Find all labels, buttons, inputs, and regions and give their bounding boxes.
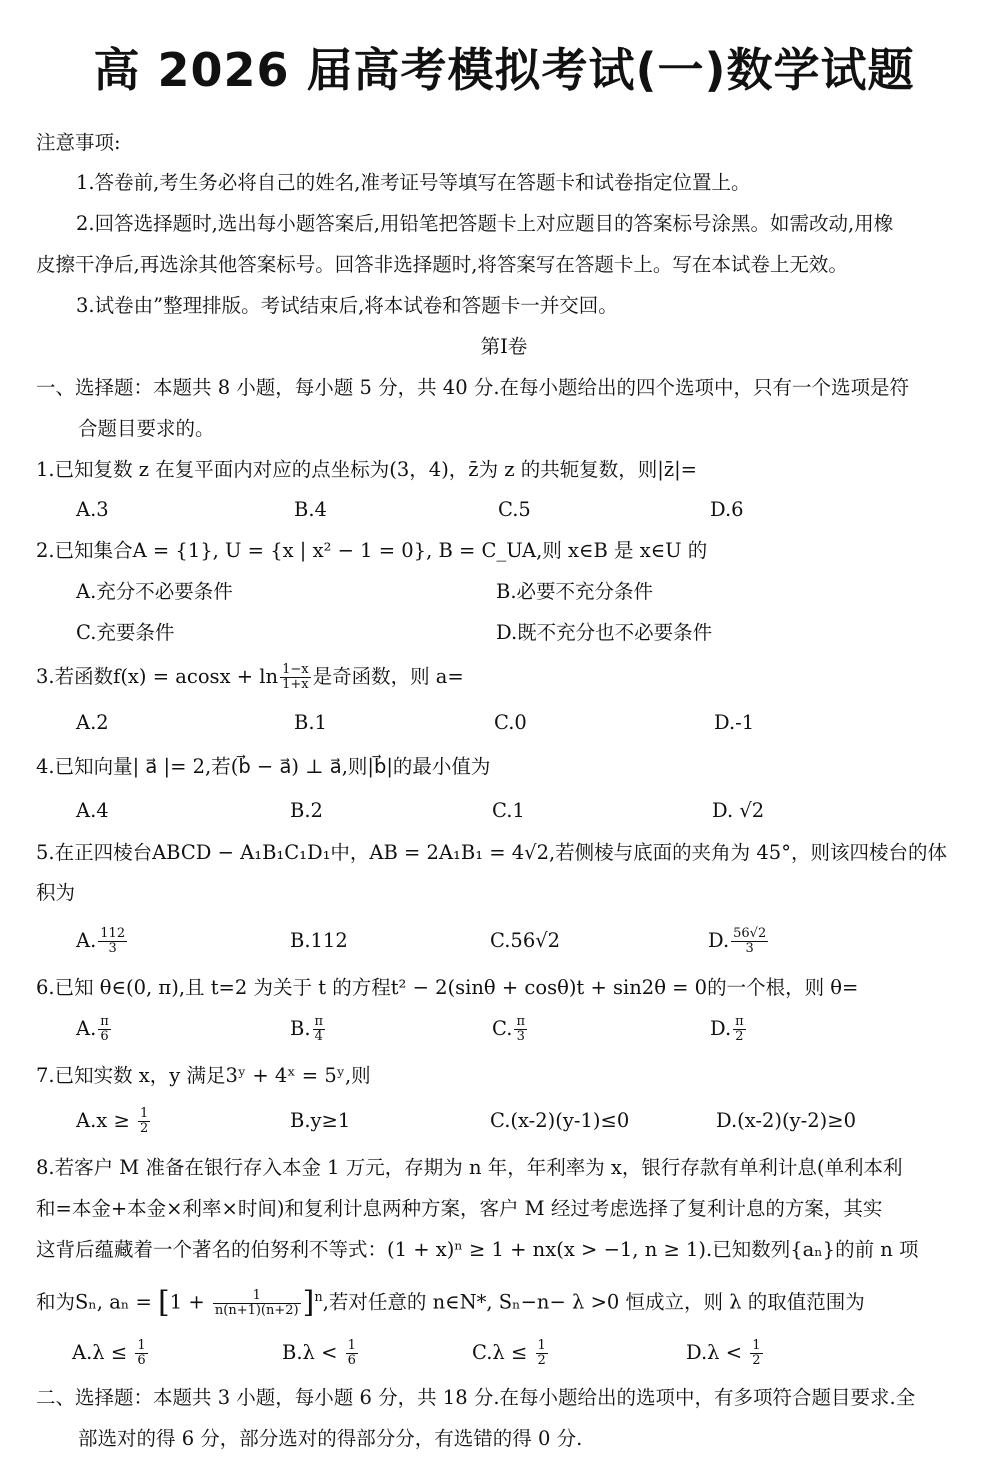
- q8-line4: 和为Sₙ, aₙ = [1 + $\frac{1}{n(n+1)(n+2)}$ ]$^n$,若对任意的 n∈N*, Sₙ−n− λ >0 恒成立，则 λ 的取值范围为: [36, 1285, 865, 1320]
- q7-option-a-num: 1: [140, 1106, 149, 1121]
- q3-option-d: D.-1: [714, 711, 755, 734]
- q2-option-a: A.充分不必要条件: [76, 580, 233, 603]
- q8-option-d-den: 2: [752, 1353, 761, 1368]
- q8-line4-a: 和为Sₙ, aₙ =: [36, 1290, 158, 1314]
- q6-option-a-den: 6: [100, 1029, 109, 1044]
- q1-option-a: A.3: [76, 498, 109, 521]
- q5-stem-line2: 积为: [36, 881, 76, 904]
- q8-line2: 和=本金+本金×利率×时间)和复利计息两种方案，客户 M 经过考虑选择了复利计息的方案，其实: [36, 1197, 883, 1220]
- q8-option-b-num: 1: [347, 1338, 356, 1353]
- q8-option-a-frac: [135, 1339, 147, 1368]
- q8-line4-num: 1: [213, 1289, 301, 1304]
- q6-option-c-num: π: [516, 1014, 525, 1029]
- section1-line2: 合题目要求的。: [78, 417, 215, 440]
- q3-option-a: A.2: [76, 711, 109, 734]
- q8-option-a-den: 6: [137, 1353, 146, 1368]
- q5-option-a-num: 112: [100, 926, 126, 941]
- q8-option-c-frac: [536, 1339, 548, 1368]
- q8-option-a: [72, 1338, 150, 1368]
- q6-option-b-frac: [313, 1015, 326, 1044]
- q8-exponent: n: [314, 1290, 323, 1305]
- q6-stem: 6.已知 θ∈(0, π),且 t=2 为关于 t 的方程t² − 2(sinθ + cosθ)t + sin2θ = 0的一个根，则 θ=: [36, 976, 859, 999]
- q5-option-d-num: 56√2: [733, 926, 767, 941]
- q6-option-a-frac: [98, 1015, 111, 1044]
- q6-option-c-label: C.: [492, 1017, 513, 1040]
- q8-option-d-num: 1: [752, 1338, 761, 1353]
- q8-bracket-open: [: [158, 1285, 170, 1320]
- q6-option-c-den: 3: [516, 1029, 525, 1044]
- notice-heading: 注意事项:: [36, 131, 121, 154]
- q8-option-b-label: B.λ <: [282, 1341, 344, 1364]
- q7-option-c: C.(x-2)(y-1)≤0: [490, 1109, 630, 1132]
- q4-option-b: B.2: [290, 799, 323, 822]
- q5-stem-line1: 5.在正四棱台ABCD − A₁B₁C₁D₁中，AB = 2A₁B₁ = 4√2,若侧棱与底面的夹角为 45°，则该四棱台的体: [36, 841, 947, 864]
- q8-option-b-den: 6: [347, 1353, 356, 1368]
- q5-option-d-frac: [731, 927, 768, 956]
- q4-option-a: A.4: [76, 799, 109, 822]
- q4-option-d: D. √2: [712, 799, 765, 822]
- q8-option-a-label: A.λ ≤: [72, 1341, 134, 1364]
- q5-option-c: C.56√2: [490, 929, 561, 952]
- q1-option-d: D.6: [710, 498, 744, 521]
- q1-option-b: B.4: [294, 498, 327, 521]
- q5-option-a-frac: [98, 927, 127, 956]
- q6-option-b-label: B.: [290, 1017, 311, 1040]
- notice-item-2: 2.回答选择题时,选出每小题答案后,用铅笔把答题卡上对应题目的答案标号涂黑。如需改动,用橡: [76, 212, 894, 235]
- q6-option-d-frac: [733, 1015, 746, 1044]
- q5-option-a-den: 3: [108, 941, 117, 956]
- q3-option-c: C.0: [494, 711, 527, 734]
- q1-stem: 1.已知复数 z 在复平面内对应的点坐标为(3，4)，z̄为 z 的共轭复数，则|z̄|=: [36, 458, 698, 481]
- q7-option-b: B.y≥1: [290, 1109, 351, 1132]
- q4-option-c: C.1: [492, 799, 525, 822]
- q5-option-a: [76, 926, 129, 956]
- q8-option-c-den: 2: [537, 1353, 546, 1368]
- q6-option-c-frac: [514, 1015, 527, 1044]
- q6-option-b-den: 4: [314, 1029, 323, 1044]
- q2-stem: 2.已知集合A = {1}, U = {x | x² − 1 = 0}, B = C_UA,则 x∈B 是 x∈U 的: [36, 539, 708, 562]
- q3-stem-b: 是奇函数，则 a=: [312, 665, 464, 688]
- q6-option-d: [710, 1014, 748, 1044]
- notice-item-1: 1.答卷前,考生务必将自己的姓名,准考证号等填写在答题卡和试卷指定位置上。: [76, 171, 751, 194]
- q7-option-a-label: A.x ≥: [76, 1109, 137, 1132]
- q7-option-a: [76, 1106, 152, 1136]
- q8-line4-frac: [213, 1289, 301, 1318]
- q8-line4-b: ,若对任意的 n∈N*, Sₙ−n− λ >0 恒成立，则 λ 的取值范围为: [322, 1290, 865, 1314]
- notice-item-2-cont: 皮擦干净后,再选涂其他答案标号。回答非选择题时,将答案写在答题卡上。写在本试卷上无效。: [36, 253, 848, 276]
- q3-stem-a: 3.若函数f(x) = acosx + ln: [36, 665, 279, 688]
- q3-frac-num: 1−x: [282, 662, 309, 677]
- q3-option-b: B.1: [294, 711, 327, 734]
- q2-option-c: C.充要条件: [76, 621, 175, 644]
- q6-option-a-num: π: [100, 1014, 109, 1029]
- q8-option-c-label: C.λ ≤: [472, 1341, 534, 1364]
- q6-option-a-label: A.: [76, 1017, 97, 1040]
- q8-option-c-num: 1: [537, 1338, 546, 1353]
- section2-line2: 部选对的得 6 分，部分选对的得部分分，有选错的得 0 分.: [78, 1427, 583, 1450]
- q2-option-b: B.必要不充分条件: [496, 580, 654, 603]
- q7-option-a-frac: [138, 1107, 150, 1136]
- q7-stem: 7.已知实数 x，y 满足3ʸ + 4ˣ = 5ʸ,则: [36, 1064, 371, 1087]
- q8-bracket-close: ]: [302, 1285, 315, 1320]
- exam-title: 高 2026 届高考模拟考试(一)数学试题: [93, 43, 915, 97]
- q3-frac-den: 1+x: [282, 677, 309, 692]
- q6-option-c: [492, 1014, 529, 1044]
- q5-option-a-label: A.: [76, 929, 97, 952]
- q5-option-d-label: D.: [708, 929, 730, 952]
- q5-option-b: B.112: [290, 929, 348, 952]
- q7-option-d: D.(x-2)(y-2)≥0: [716, 1109, 856, 1132]
- q2-option-d: D.既不充分也不必要条件: [496, 621, 713, 644]
- q3-fraction: [280, 663, 311, 692]
- section1-line1: 一、选择题：本题共 8 小题，每小题 5 分，共 40 分.在每小题给出的四个选项中，只有一个选项是符: [36, 376, 910, 399]
- q8-option-a-num: 1: [137, 1338, 146, 1353]
- q8-line4-den: n(n+1)(n+2): [214, 1302, 299, 1318]
- section2-line1: 二、选择题：本题共 3 小题，每小题 6 分，共 18 分.在每小题给出的选项中，有多项符合题目要求.全: [36, 1386, 916, 1409]
- volume-heading: 第Ⅰ卷: [480, 335, 528, 358]
- q7-option-a-den: 2: [140, 1121, 149, 1136]
- q8-line1: 8.若客户 M 准备在银行存入本金 1 万元，存期为 n 年，年利率为 x，银行存款有单利计息(单利本利: [36, 1156, 903, 1179]
- q8-option-c: [472, 1338, 550, 1368]
- q6-option-d-den: 2: [735, 1029, 744, 1044]
- notice-item-3: 3.试卷由”整理排版。考试结束后,将本试卷和答题卡一并交回。: [76, 294, 618, 317]
- q4-stem: 4.已知向量| a⃗ |= 2,若(b⃗ − a⃗) ⊥ a⃗,则|b⃗|的最小值为: [36, 755, 491, 778]
- q8-line3: 这背后蕴藏着一个著名的伯努利不等式：(1 + x)ⁿ ≥ 1 + nx(x > −1, n ≥ 1).已知数列{aₙ}的前 n 项: [36, 1238, 919, 1261]
- q6-option-b-num: π: [314, 1014, 324, 1029]
- q6-option-d-label: D.: [710, 1017, 732, 1040]
- q8-option-d: [686, 1338, 765, 1368]
- q8-option-d-frac: [750, 1339, 762, 1368]
- q3-stem: [36, 662, 464, 692]
- q8-option-b-frac: [346, 1339, 358, 1368]
- q5-option-d-den: 3: [745, 941, 754, 956]
- q8-option-d-label: D.λ <: [686, 1341, 749, 1364]
- q6-option-d-num: π: [735, 1014, 744, 1029]
- q6-option-b: [290, 1014, 327, 1044]
- q6-option-a: [76, 1014, 113, 1044]
- q5-option-d: [708, 926, 770, 956]
- q8-option-b: [282, 1338, 360, 1368]
- q1-option-c: C.5: [498, 498, 531, 521]
